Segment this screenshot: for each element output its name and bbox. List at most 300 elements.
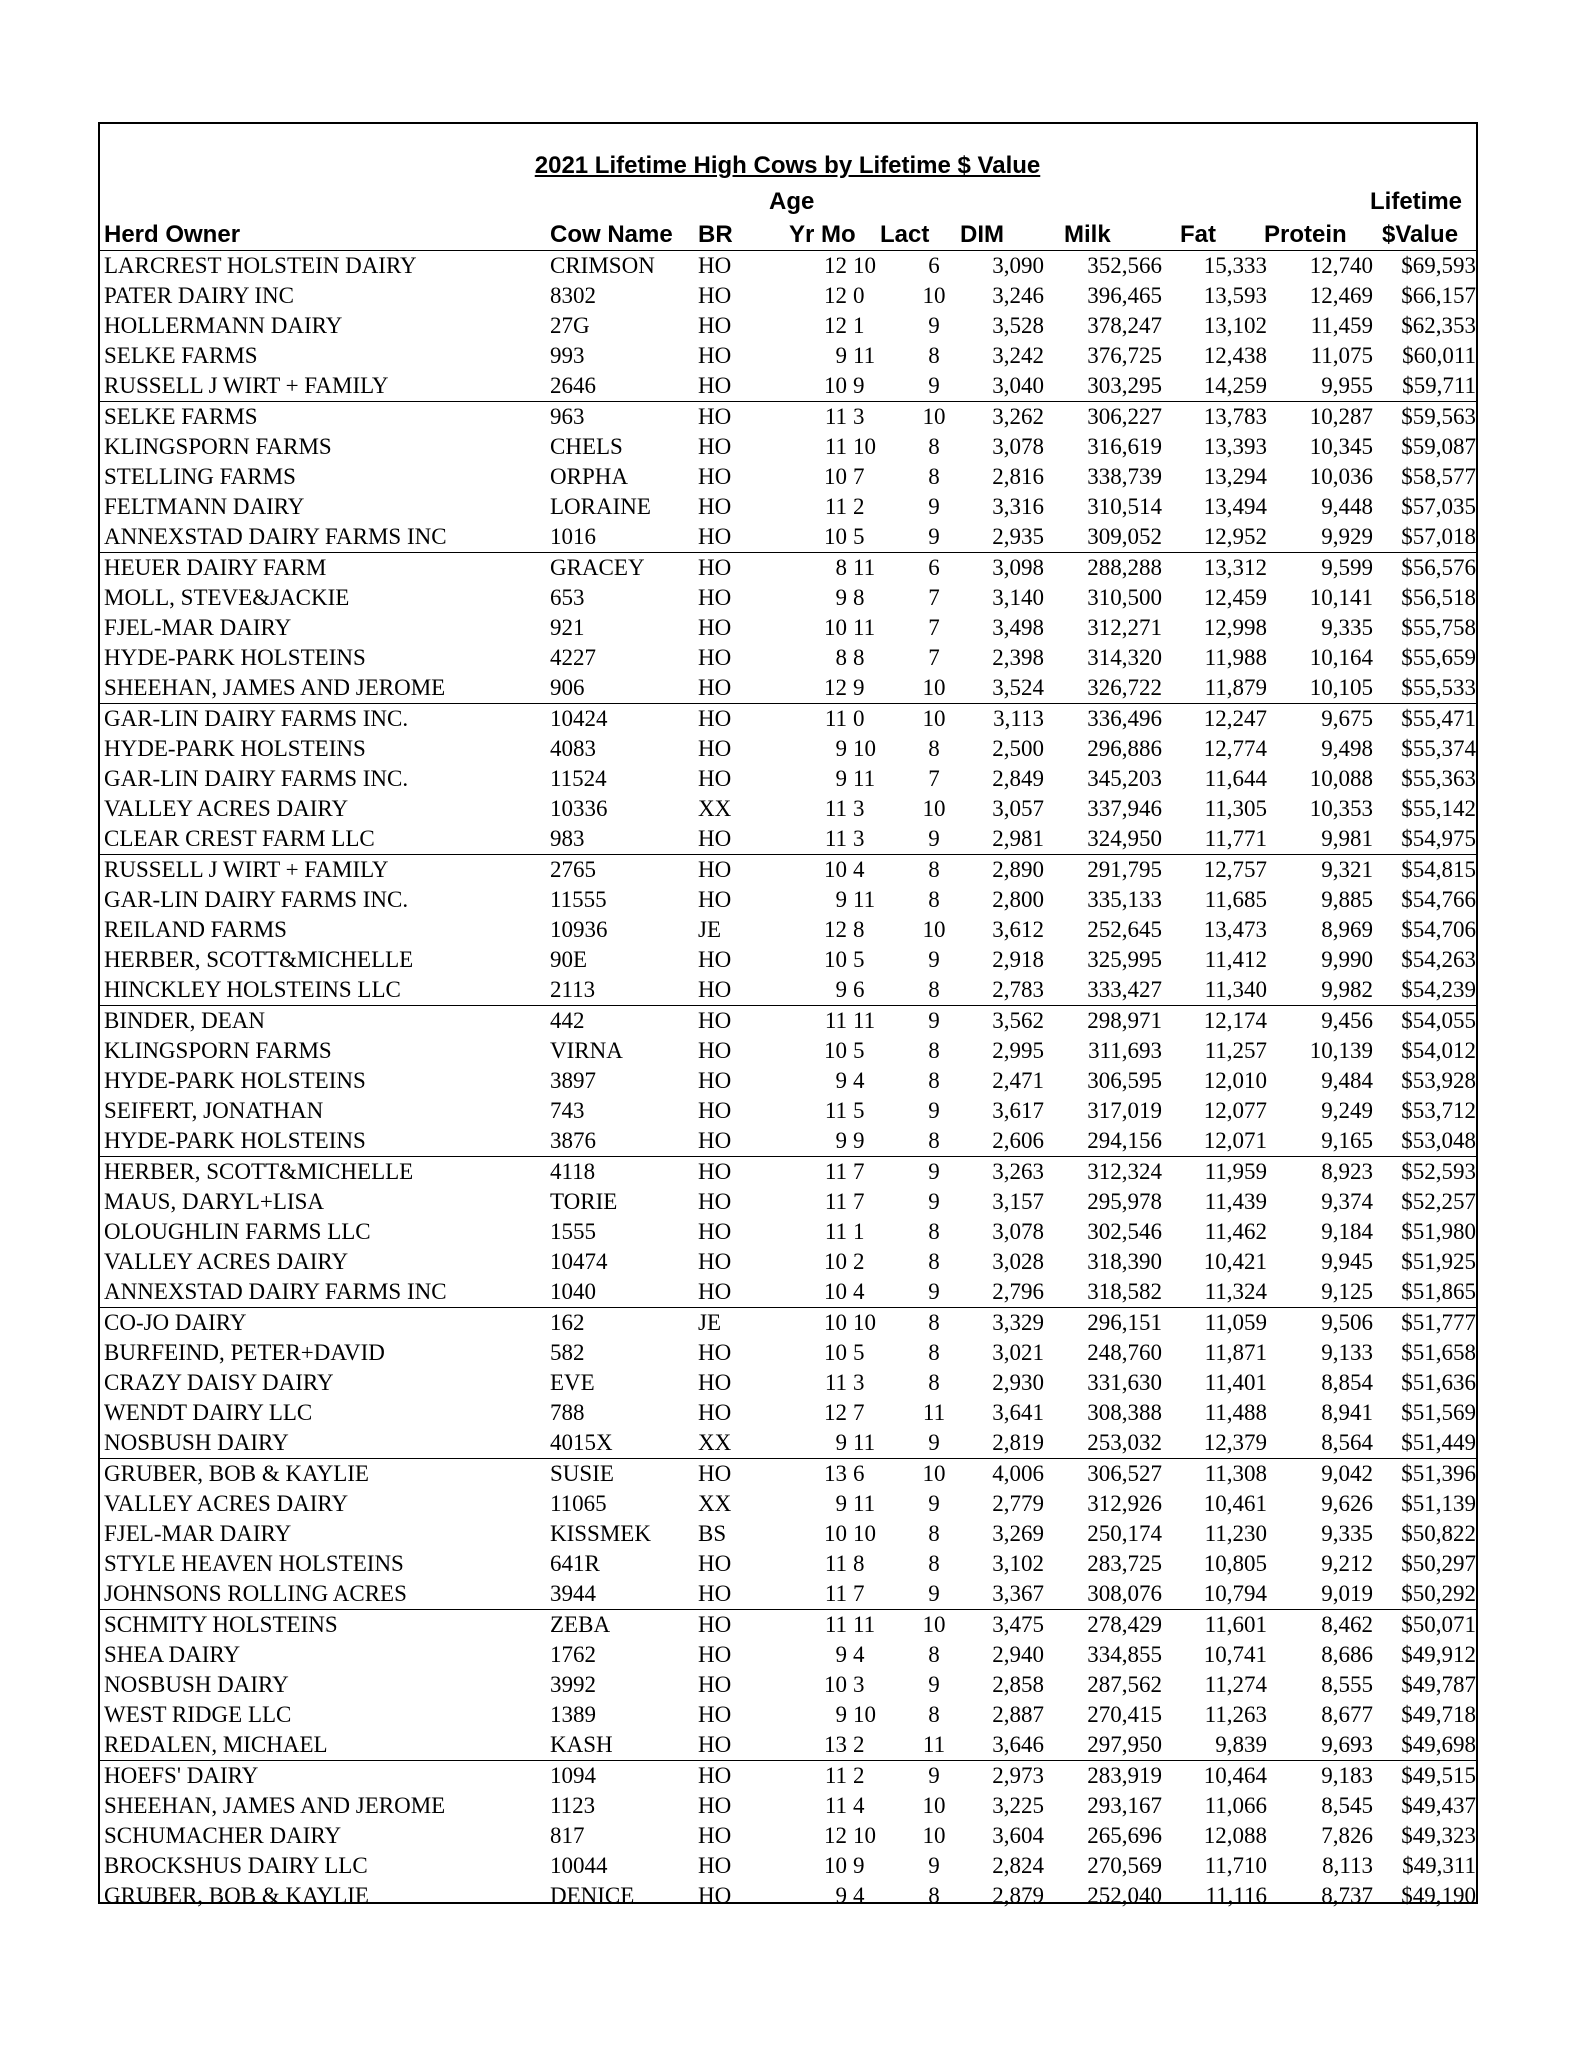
lifetime-value-cell: $51,449 bbox=[1401, 1430, 1476, 1455]
age-month-cell: 7 bbox=[853, 1581, 865, 1606]
protein-cell: 9,885 bbox=[1321, 887, 1373, 912]
age-month-cell: 10 bbox=[853, 736, 876, 761]
age-year-cell: 11 bbox=[788, 1761, 853, 1792]
age-month-cell: 10 bbox=[853, 1521, 876, 1546]
lactation-cell: 9 bbox=[928, 373, 940, 398]
breed-cell: HO bbox=[698, 553, 788, 584]
table-row bbox=[100, 1519, 1476, 1549]
age-year-cell: 9 bbox=[835, 343, 847, 368]
lactation-cell: 8 bbox=[928, 343, 940, 368]
cow-name-cell: 2646 bbox=[550, 373, 596, 398]
lactation-cell: 9 bbox=[928, 1672, 940, 1697]
age-month-cell: 4 bbox=[853, 1068, 865, 1093]
lifetime-value-cell: $51,980 bbox=[1401, 1219, 1476, 1244]
age-month-cell: 11 bbox=[853, 887, 876, 912]
fat-cell: 11,066 bbox=[1204, 1793, 1267, 1818]
herd-owner-cell: VALLEY ACRES DAIRY bbox=[104, 796, 349, 821]
cow-name-cell: 582 bbox=[550, 1340, 585, 1365]
milk-cell: 248,760 bbox=[1087, 1340, 1162, 1365]
lifetime-value-cell: $50,071 bbox=[1373, 1610, 1476, 1641]
cow-name-cell: 90E bbox=[550, 947, 588, 972]
protein-cell: 9,335 bbox=[1321, 1521, 1373, 1546]
lifetime-value-cell: $59,563 bbox=[1373, 402, 1476, 433]
milk-cell: 396,465 bbox=[1087, 283, 1162, 308]
protein-cell: 9,374 bbox=[1321, 1189, 1373, 1214]
breed-cell: HO bbox=[698, 1340, 732, 1365]
cow-name-cell: 10424 bbox=[550, 704, 698, 735]
cow-name-cell: 442 bbox=[550, 1006, 698, 1037]
lifetime-value-cell: $53,048 bbox=[1401, 1128, 1476, 1153]
table-row bbox=[100, 1791, 1476, 1821]
milk-cell: 318,582 bbox=[1087, 1279, 1162, 1304]
breed-cell: XX bbox=[698, 796, 732, 821]
age-year-cell: 9 bbox=[835, 1702, 847, 1727]
protein-cell: 8,545 bbox=[1321, 1793, 1373, 1818]
age-month-cell: 0 bbox=[853, 704, 908, 735]
milk-cell: 310,514 bbox=[1087, 494, 1162, 519]
lifetime-value-cell: $56,518 bbox=[1401, 585, 1476, 610]
fat-cell: 11,230 bbox=[1204, 1521, 1267, 1546]
protein-cell: 9,945 bbox=[1321, 1249, 1373, 1274]
age-year-cell: 9 bbox=[835, 766, 847, 791]
milk-cell: 270,415 bbox=[1087, 1702, 1162, 1727]
age-month-cell: 11 bbox=[853, 766, 876, 791]
milk-cell: 325,995 bbox=[1087, 947, 1162, 972]
cow-name-cell: 3992 bbox=[550, 1672, 596, 1697]
herd-owner-cell: FELTMANN DAIRY bbox=[104, 494, 305, 519]
cow-name-cell: 4083 bbox=[550, 736, 596, 761]
dim-cell: 3,641 bbox=[992, 1400, 1044, 1425]
age-month-cell: 9 bbox=[853, 1128, 865, 1153]
age-month-cell: 5 bbox=[853, 1340, 865, 1365]
breed-cell: HO bbox=[698, 1732, 732, 1757]
dim-cell: 2,819 bbox=[992, 1430, 1044, 1455]
lactation-cell: 8 bbox=[928, 1128, 940, 1153]
table-row bbox=[100, 553, 1476, 584]
breed-cell: HO bbox=[698, 373, 732, 398]
milk-cell: 306,527 bbox=[1044, 1459, 1162, 1490]
herd-owner-cell: MAUS, DARYL+LISA bbox=[104, 1189, 324, 1214]
lifetime-value-cell: $49,698 bbox=[1401, 1732, 1476, 1757]
breed-cell: HO bbox=[698, 736, 732, 761]
fat-cell: 13,312 bbox=[1162, 553, 1267, 584]
herd-owner-cell: HYDE-PARK HOLSTEINS bbox=[104, 1068, 366, 1093]
dim-cell: 2,849 bbox=[992, 766, 1044, 791]
table-row bbox=[100, 1006, 1476, 1037]
age-year-cell: 10 bbox=[824, 615, 847, 640]
age-year-cell: 10 bbox=[824, 1672, 847, 1697]
fat-cell: 13,294 bbox=[1203, 464, 1267, 489]
breed-cell: HO bbox=[698, 1219, 732, 1244]
protein-cell: 9,929 bbox=[1321, 524, 1373, 549]
lifetime-value-cell: $49,912 bbox=[1401, 1642, 1476, 1667]
age-year-cell: 12 bbox=[824, 253, 847, 278]
milk-cell: 376,725 bbox=[1087, 343, 1162, 368]
table-row bbox=[100, 1066, 1476, 1096]
age-year-cell: 10 bbox=[824, 524, 847, 549]
milk-cell: 312,926 bbox=[1087, 1491, 1162, 1516]
age-month-cell: 11 bbox=[853, 1430, 876, 1455]
table-row bbox=[100, 945, 1476, 975]
protein-cell: 9,599 bbox=[1267, 553, 1373, 584]
breed-cell: JE bbox=[698, 1308, 788, 1339]
table-row bbox=[100, 734, 1476, 764]
age-year-cell: 10 bbox=[824, 1521, 847, 1546]
lactation-cell: 10 bbox=[908, 1459, 960, 1490]
dim-cell: 3,604 bbox=[992, 1823, 1044, 1848]
table-row bbox=[100, 311, 1476, 341]
lactation-cell: 8 bbox=[928, 1642, 940, 1667]
lifetime-value-cell: $52,593 bbox=[1373, 1157, 1476, 1188]
table-row bbox=[100, 915, 1476, 945]
table-row bbox=[100, 1126, 1476, 1157]
fat-cell: 11,059 bbox=[1162, 1308, 1267, 1339]
lifetime-value-cell: $55,659 bbox=[1401, 645, 1476, 670]
dim-cell: 3,316 bbox=[992, 494, 1044, 519]
breed-cell: HO bbox=[698, 1642, 732, 1667]
milk-cell: 293,167 bbox=[1087, 1793, 1162, 1818]
table-row bbox=[100, 1579, 1476, 1610]
milk-cell: 296,151 bbox=[1044, 1308, 1162, 1339]
protein-cell: 9,990 bbox=[1321, 947, 1373, 972]
age-month-cell: 4 bbox=[853, 855, 908, 886]
dim-cell: 3,612 bbox=[992, 917, 1044, 942]
herd-owner-cell: CRAZY DAISY DAIRY bbox=[104, 1370, 334, 1395]
lactation-cell: 9 bbox=[928, 1581, 940, 1606]
age-year-cell: 12 bbox=[824, 313, 847, 338]
fat-cell: 10,805 bbox=[1203, 1551, 1267, 1576]
cow-name-cell: 983 bbox=[550, 826, 585, 851]
cow-name-cell: 921 bbox=[550, 615, 585, 640]
fat-cell: 13,393 bbox=[1203, 434, 1267, 459]
lifetime-value-cell: $51,777 bbox=[1373, 1308, 1476, 1339]
table-row bbox=[100, 1338, 1476, 1368]
herd-owner-cell: GRUBER, BOB & KAYLIE bbox=[104, 1883, 369, 1908]
lifetime-value-cell: $52,257 bbox=[1401, 1189, 1476, 1214]
protein-cell: 11,459 bbox=[1310, 313, 1373, 338]
lactation-cell: 8 bbox=[928, 1340, 940, 1365]
age-year-cell: 10 bbox=[824, 1853, 847, 1878]
dim-cell: 2,973 bbox=[960, 1761, 1044, 1792]
table-row bbox=[100, 583, 1476, 613]
herd-owner-cell: NOSBUSH DAIRY bbox=[104, 1430, 289, 1455]
table-row bbox=[100, 1851, 1476, 1881]
cow-name-cell: 788 bbox=[550, 1400, 585, 1425]
age-month-cell: 3 bbox=[853, 796, 865, 821]
fat-cell: 11,771 bbox=[1204, 826, 1267, 851]
age-year-cell: 10 bbox=[824, 1038, 847, 1063]
dim-cell: 2,935 bbox=[992, 524, 1044, 549]
cow-name-cell: 1555 bbox=[550, 1219, 596, 1244]
lactation-cell: 9 bbox=[928, 494, 940, 519]
dim-cell: 2,796 bbox=[992, 1279, 1044, 1304]
cow-name-cell: 963 bbox=[550, 402, 698, 433]
lactation-cell: 7 bbox=[928, 766, 940, 791]
fat-cell: 12,952 bbox=[1203, 524, 1267, 549]
lifetime-value-cell: $60,011 bbox=[1402, 343, 1476, 368]
milk-cell: 306,227 bbox=[1044, 402, 1162, 433]
age-month-cell: 5 bbox=[853, 1038, 865, 1063]
dim-cell: 3,367 bbox=[992, 1581, 1044, 1606]
lactation-cell: 8 bbox=[928, 1521, 940, 1546]
fat-cell: 12,379 bbox=[1203, 1430, 1267, 1455]
fat-cell: 11,116 bbox=[1205, 1883, 1267, 1908]
cow-name-cell: LORAINE bbox=[550, 494, 651, 519]
table-row bbox=[100, 371, 1476, 402]
header-age: Age bbox=[769, 188, 815, 215]
header-yr-mo: Yr Mo bbox=[789, 221, 856, 248]
fat-cell: 11,601 bbox=[1162, 1610, 1267, 1641]
lifetime-value-cell: $54,815 bbox=[1373, 855, 1476, 886]
cow-name-cell: 4015X bbox=[550, 1430, 613, 1455]
table-row bbox=[100, 341, 1476, 371]
protein-cell: 8,854 bbox=[1321, 1370, 1373, 1395]
lifetime-value-cell: $49,718 bbox=[1401, 1702, 1476, 1727]
milk-cell: 317,019 bbox=[1087, 1098, 1162, 1123]
protein-cell: 9,626 bbox=[1321, 1491, 1373, 1516]
milk-cell: 309,052 bbox=[1087, 524, 1162, 549]
table-row bbox=[100, 1398, 1476, 1428]
fat-cell: 12,757 bbox=[1162, 855, 1267, 886]
herd-owner-cell: SHEEHAN, JAMES AND JEROME bbox=[104, 675, 446, 700]
milk-cell: 336,496 bbox=[1044, 704, 1162, 735]
age-year-cell: 12 bbox=[824, 675, 847, 700]
lactation-cell: 9 bbox=[928, 1189, 940, 1214]
cow-name-cell: 993 bbox=[550, 343, 585, 368]
dim-cell: 3,269 bbox=[992, 1521, 1044, 1546]
age-year-cell: 13 bbox=[824, 1732, 847, 1757]
lactation-cell: 9 bbox=[928, 524, 940, 549]
herd-owner-cell: HERBER, SCOTT&MICHELLE bbox=[100, 1157, 550, 1188]
protein-cell: 10,088 bbox=[1309, 766, 1373, 791]
table-row bbox=[100, 281, 1476, 311]
age-month-cell: 11 bbox=[853, 1491, 876, 1516]
protein-cell: 10,036 bbox=[1309, 464, 1373, 489]
age-month-cell: 1 bbox=[853, 1219, 865, 1244]
dim-cell: 3,329 bbox=[960, 1308, 1044, 1339]
age-month-cell: 7 bbox=[853, 464, 865, 489]
lifetime-value-cell: $54,055 bbox=[1373, 1006, 1476, 1037]
age-month-cell: 11 bbox=[853, 615, 876, 640]
fat-cell: 13,102 bbox=[1203, 313, 1267, 338]
breed-cell: HO bbox=[698, 402, 788, 433]
cow-name-cell: 817 bbox=[550, 1823, 585, 1848]
dim-cell: 3,028 bbox=[992, 1249, 1044, 1274]
breed-cell: HO bbox=[698, 464, 732, 489]
fat-cell: 11,959 bbox=[1162, 1157, 1267, 1188]
breed-cell: HO bbox=[698, 585, 732, 610]
milk-cell: 295,978 bbox=[1087, 1189, 1162, 1214]
table-row bbox=[100, 1428, 1476, 1459]
cow-name-cell: 8302 bbox=[550, 283, 596, 308]
herd-owner-cell: SCHMITY HOLSTEINS bbox=[100, 1610, 550, 1641]
milk-cell: 288,288 bbox=[1044, 553, 1162, 584]
cow-name-cell: 2765 bbox=[550, 855, 698, 886]
protein-cell: 9,981 bbox=[1321, 826, 1373, 851]
fat-cell: 12,998 bbox=[1203, 615, 1267, 640]
table-row bbox=[100, 1187, 1476, 1217]
herd-owner-cell: VALLEY ACRES DAIRY bbox=[104, 1491, 349, 1516]
age-month-cell: 3 bbox=[853, 1672, 865, 1697]
cow-name-cell: 11065 bbox=[550, 1491, 607, 1516]
table-row bbox=[100, 1700, 1476, 1730]
header-milk: Milk bbox=[1064, 221, 1111, 248]
milk-cell: 311,693 bbox=[1088, 1038, 1162, 1063]
herd-owner-cell: GRUBER, BOB & KAYLIE bbox=[100, 1459, 550, 1490]
breed-cell: XX bbox=[698, 1491, 732, 1516]
cow-name-cell: KISSMEK bbox=[550, 1521, 651, 1546]
table-row bbox=[100, 885, 1476, 915]
herd-owner-cell: REDALEN, MICHAEL bbox=[104, 1732, 328, 1757]
cow-name-cell: 743 bbox=[550, 1098, 585, 1123]
age-month-cell: 2 bbox=[853, 1761, 908, 1792]
protein-cell: 9,165 bbox=[1321, 1128, 1373, 1153]
milk-cell: 335,133 bbox=[1087, 887, 1162, 912]
fat-cell: 11,401 bbox=[1204, 1370, 1267, 1395]
protein-cell: 10,287 bbox=[1267, 402, 1373, 433]
breed-cell: HO bbox=[698, 1006, 788, 1037]
lactation-cell: 8 bbox=[928, 1068, 940, 1093]
dim-cell: 3,078 bbox=[992, 434, 1044, 459]
table-row bbox=[100, 402, 1476, 433]
dim-cell: 2,879 bbox=[992, 1883, 1044, 1908]
lactation-cell: 10 bbox=[922, 796, 946, 821]
protein-cell: 9,693 bbox=[1321, 1732, 1373, 1757]
lactation-cell: 7 bbox=[928, 615, 940, 640]
protein-cell: 8,113 bbox=[1322, 1853, 1373, 1878]
cow-name-cell: CHELS bbox=[550, 434, 623, 459]
fat-cell: 13,783 bbox=[1162, 402, 1267, 433]
cow-name-cell: 1762 bbox=[550, 1642, 596, 1667]
milk-cell: 294,156 bbox=[1087, 1128, 1162, 1153]
age-year-cell: 10 bbox=[788, 855, 853, 886]
age-month-cell: 4 bbox=[853, 1279, 865, 1304]
table-row bbox=[100, 1308, 1476, 1339]
milk-cell: 308,076 bbox=[1087, 1581, 1162, 1606]
lactation-cell: 10 bbox=[922, 1823, 946, 1848]
fat-cell: 11,340 bbox=[1204, 977, 1267, 1002]
lifetime-value-cell: $55,471 bbox=[1373, 704, 1476, 735]
protein-cell: 8,686 bbox=[1321, 1642, 1373, 1667]
dim-cell: 2,858 bbox=[992, 1672, 1044, 1697]
lactation-cell: 8 bbox=[928, 1219, 940, 1244]
protein-cell: 8,677 bbox=[1321, 1702, 1373, 1727]
age-year-cell: 11 bbox=[788, 402, 853, 433]
milk-cell: 318,390 bbox=[1087, 1249, 1162, 1274]
lifetime-value-cell: $49,190 bbox=[1401, 1883, 1476, 1908]
fat-cell: 9,839 bbox=[1215, 1732, 1267, 1757]
cow-name-cell: 3897 bbox=[550, 1068, 596, 1093]
lactation-cell: 10 bbox=[922, 675, 946, 700]
milk-cell: 334,855 bbox=[1087, 1642, 1162, 1667]
age-month-cell: 6 bbox=[853, 977, 865, 1002]
table-row bbox=[100, 1247, 1476, 1277]
dim-cell: 2,918 bbox=[992, 947, 1044, 972]
protein-cell: 9,955 bbox=[1321, 373, 1373, 398]
lactation-cell: 7 bbox=[928, 585, 940, 610]
breed-cell: JE bbox=[698, 917, 721, 942]
dim-cell: 3,057 bbox=[992, 796, 1044, 821]
breed-cell: HO bbox=[698, 977, 732, 1002]
lifetime-value-cell: $49,311 bbox=[1402, 1853, 1476, 1878]
age-year-cell: 11 bbox=[824, 1370, 847, 1395]
table-row bbox=[100, 1277, 1476, 1308]
breed-cell: XX bbox=[698, 1430, 732, 1455]
cow-name-cell: 1040 bbox=[550, 1279, 596, 1304]
milk-cell: 283,725 bbox=[1087, 1551, 1162, 1576]
table-row bbox=[100, 794, 1476, 824]
age-month-cell: 8 bbox=[853, 585, 865, 610]
lactation-cell: 10 bbox=[922, 917, 946, 942]
herd-owner-cell: GAR-LIN DAIRY FARMS INC. bbox=[104, 887, 409, 912]
cow-name-cell: TORIE bbox=[550, 1189, 618, 1214]
protein-cell: 9,335 bbox=[1321, 615, 1373, 640]
breed-cell: HO bbox=[698, 1038, 732, 1063]
breed-cell: HO bbox=[698, 947, 732, 972]
data-table bbox=[100, 251, 1476, 1911]
lactation-cell: 9 bbox=[928, 1853, 940, 1878]
herd-owner-cell: RUSSELL J WIRT + FAMILY bbox=[104, 373, 389, 398]
breed-cell: HO bbox=[698, 1279, 732, 1304]
lifetime-value-cell: $49,787 bbox=[1401, 1672, 1476, 1697]
fat-cell: 11,308 bbox=[1162, 1459, 1267, 1490]
age-month-cell: 1 bbox=[853, 313, 865, 338]
lifetime-value-cell: $50,292 bbox=[1401, 1581, 1476, 1606]
protein-cell: 8,941 bbox=[1321, 1400, 1373, 1425]
lifetime-value-cell: $51,569 bbox=[1401, 1400, 1476, 1425]
fat-cell: 11,710 bbox=[1204, 1853, 1267, 1878]
cow-name-cell: 641R bbox=[550, 1551, 600, 1576]
breed-cell: HO bbox=[698, 1128, 732, 1153]
protein-cell: 9,019 bbox=[1321, 1581, 1373, 1606]
herd-owner-cell: HYDE-PARK HOLSTEINS bbox=[104, 736, 366, 761]
age-year-cell: 11 bbox=[824, 494, 847, 519]
protein-cell: 10,105 bbox=[1309, 675, 1373, 700]
age-month-cell: 8 bbox=[853, 917, 865, 942]
milk-cell: 252,040 bbox=[1087, 1883, 1162, 1908]
breed-cell: HO bbox=[698, 645, 732, 670]
protein-cell: 9,982 bbox=[1321, 977, 1373, 1002]
lifetime-value-cell: $53,928 bbox=[1401, 1068, 1476, 1093]
lactation-cell: 8 bbox=[928, 977, 940, 1002]
protein-cell: 8,923 bbox=[1267, 1157, 1373, 1188]
herd-owner-cell: FJEL-MAR DAIRY bbox=[104, 615, 292, 640]
herd-owner-cell: OLOUGHLIN FARMS LLC bbox=[104, 1219, 371, 1244]
fat-cell: 10,421 bbox=[1203, 1249, 1267, 1274]
fat-cell: 13,494 bbox=[1203, 494, 1267, 519]
herd-owner-cell: GAR-LIN DAIRY FARMS INC. bbox=[104, 766, 409, 791]
breed-cell: HO bbox=[698, 1249, 732, 1274]
dim-cell: 2,890 bbox=[960, 855, 1044, 886]
age-month-cell: 0 bbox=[853, 283, 865, 308]
age-month-cell: 10 bbox=[853, 1702, 876, 1727]
age-month-cell: 3 bbox=[853, 402, 908, 433]
lifetime-value-cell: $50,297 bbox=[1401, 1551, 1476, 1576]
dim-cell: 3,021 bbox=[992, 1340, 1044, 1365]
milk-cell: 378,247 bbox=[1087, 313, 1162, 338]
age-year-cell: 11 bbox=[824, 1098, 847, 1123]
lactation-cell: 9 bbox=[928, 1491, 940, 1516]
milk-cell: 310,500 bbox=[1087, 585, 1162, 610]
lactation-cell: 8 bbox=[928, 1038, 940, 1063]
breed-cell: HO bbox=[698, 1883, 732, 1908]
protein-cell: 9,133 bbox=[1321, 1340, 1373, 1365]
herd-owner-cell: HOLLERMANN DAIRY bbox=[104, 313, 343, 338]
fat-cell: 12,174 bbox=[1162, 1006, 1267, 1037]
lifetime-value-cell: $54,766 bbox=[1401, 887, 1476, 912]
dim-cell: 3,528 bbox=[992, 313, 1044, 338]
cow-name-cell: ZEBA bbox=[550, 1610, 698, 1641]
